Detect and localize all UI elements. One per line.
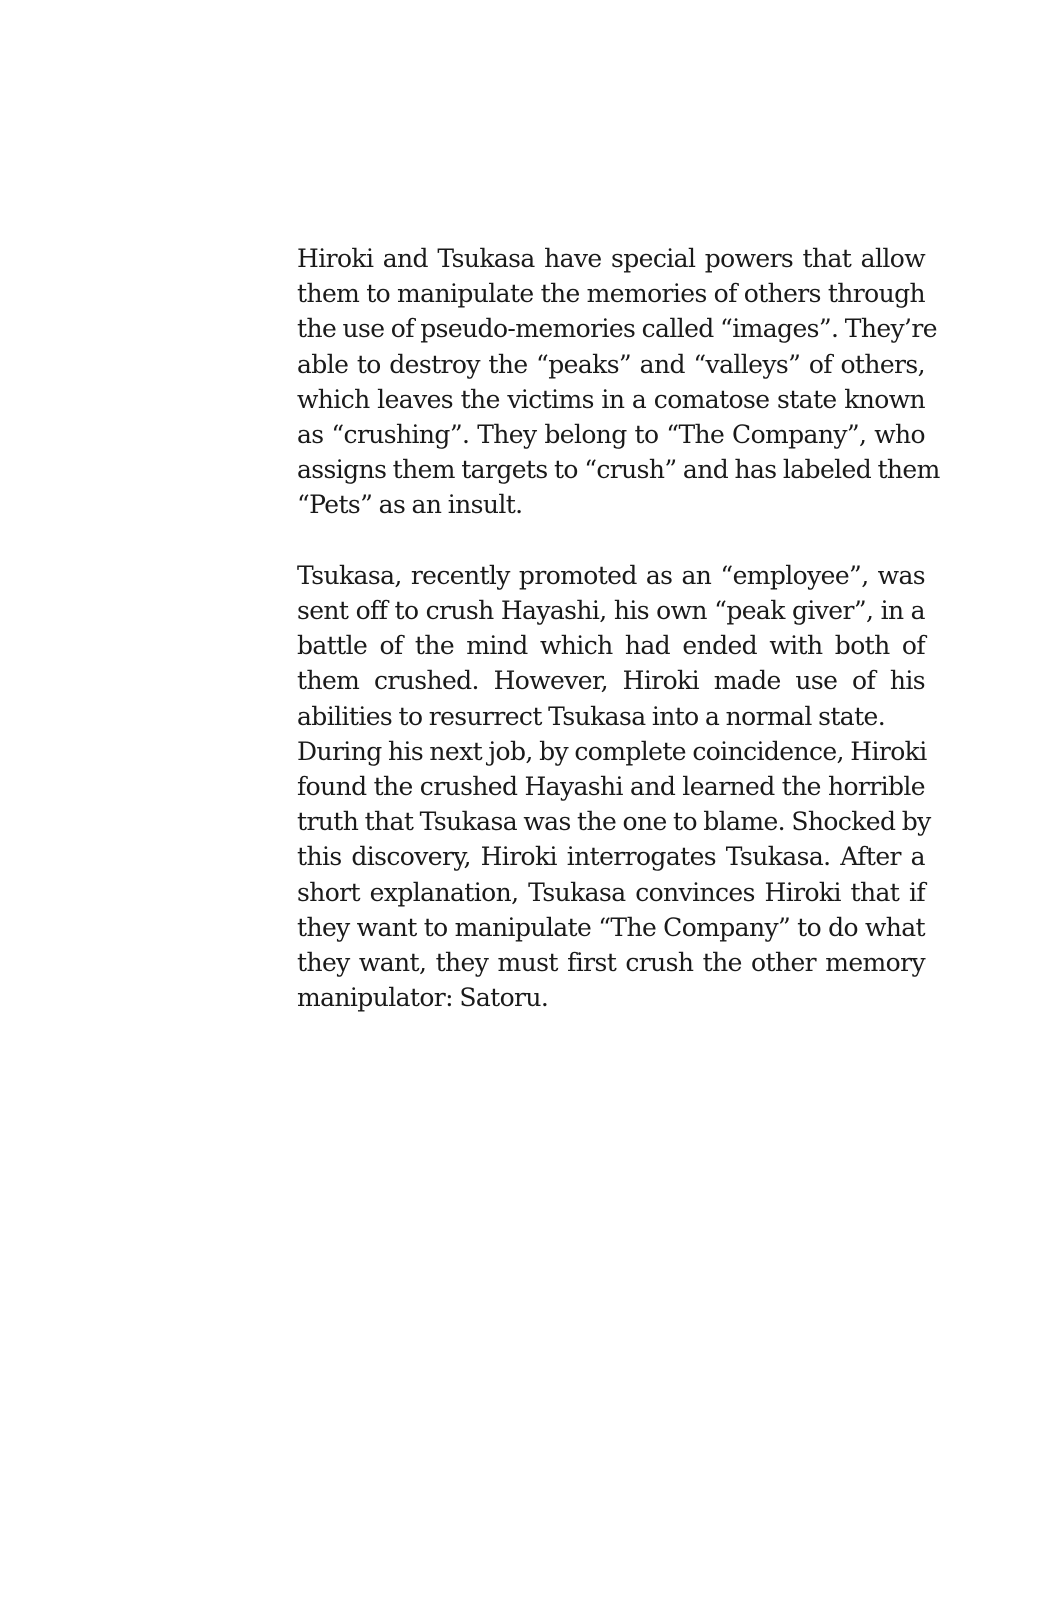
text-line: able to destroy the “peaks” and “valleys” of others, bbox=[297, 349, 925, 379]
text-line: short explanation, Tsukasa convinces Hiroki that if bbox=[297, 877, 925, 907]
text-line: During his next job, by complete coincidence, Hiroki bbox=[297, 736, 927, 766]
text-line: Tsukasa, recently promoted as an “employee”, was bbox=[297, 560, 925, 590]
text-line: Hiroki and Tsukasa have special powers that allow bbox=[297, 244, 925, 273]
text-line: assigns them targets to “crush” and has labeled them bbox=[297, 455, 940, 485]
text-line: battle of the mind which had ended with both of bbox=[297, 631, 925, 661]
text-line: them crushed. However, Hiroki made use of his bbox=[297, 666, 925, 696]
text-line: found the crushed Hayashi and learned the horrible bbox=[297, 772, 925, 802]
paragraph-3 bbox=[297, 734, 931, 1016]
text-line: which leaves the victims in a comatose state known bbox=[297, 384, 925, 414]
text-line: as “crushing”. They belong to “The Company”, who bbox=[297, 420, 925, 450]
text-line: “Pets” as an insult. bbox=[297, 490, 523, 520]
text-line: they want to manipulate “The Company” to do what bbox=[297, 912, 925, 942]
text-line: them to manipulate the memories of others through bbox=[297, 279, 925, 309]
paragraph-2 bbox=[297, 558, 925, 734]
text-line: truth that Tsukasa was the one to blame. Shocked by bbox=[297, 807, 931, 837]
text-line: abilities to resurrect Tsukasa into a normal state. bbox=[297, 701, 886, 731]
text-line: they want, they must first crush the other memory bbox=[297, 948, 925, 978]
text-line: manipulator: Satoru. bbox=[297, 983, 549, 1013]
text-line: sent off to crush Hayashi, his own “peak giver”, in a bbox=[297, 596, 925, 626]
synopsis-text bbox=[297, 241, 940, 1015]
text-line: this discovery, Hiroki interrogates Tsukasa. After a bbox=[297, 842, 925, 872]
text-line: the use of pseudo-memories called “images”. They’re bbox=[297, 314, 937, 344]
paragraph-1 bbox=[297, 241, 940, 523]
